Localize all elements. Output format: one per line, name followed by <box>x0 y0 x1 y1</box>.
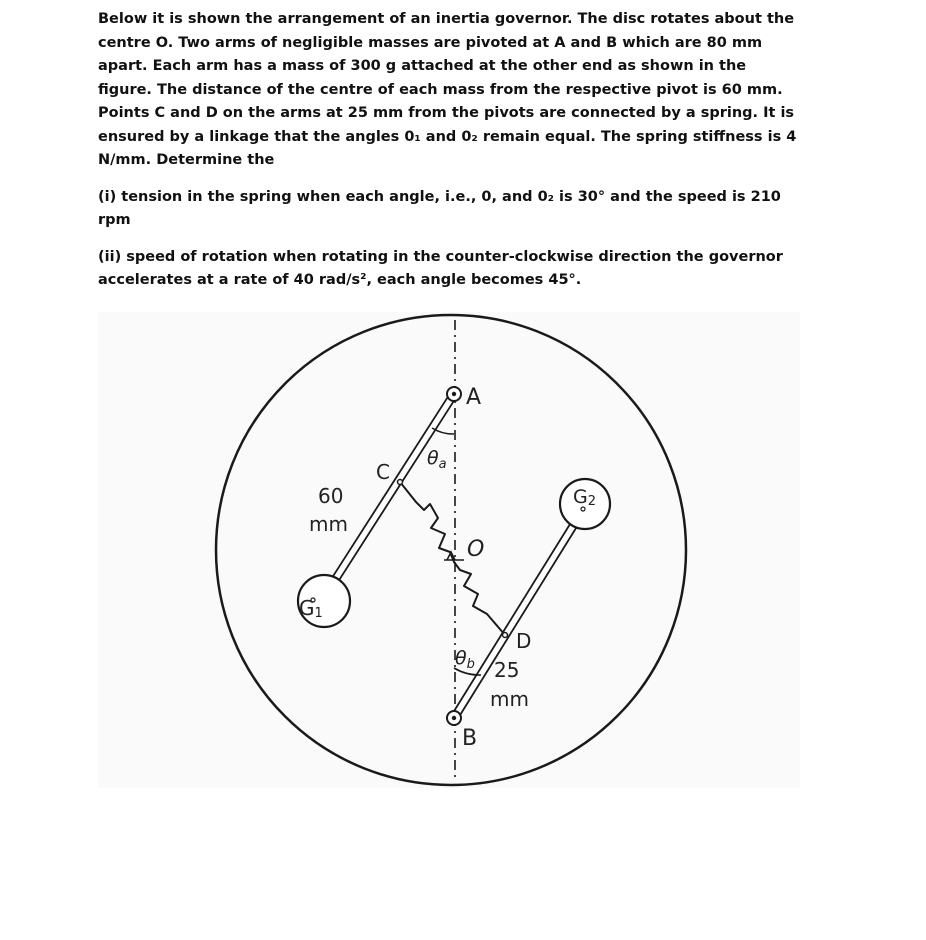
theta-a-symbol: θ <box>427 447 439 469</box>
label-a: A <box>466 385 482 410</box>
g2-letter: G <box>573 486 588 508</box>
g2-sub: 2 <box>587 494 597 509</box>
point-c-marker <box>398 480 403 485</box>
label-b: B <box>462 726 478 751</box>
theta-a-sub: a <box>438 457 447 472</box>
problem-part-i: (i) tension in the spring when each angle, i.e., 0, and 0₂ is 30° and the speed is 210 rpm <box>98 188 781 228</box>
theta-b-symbol: θ <box>455 647 467 669</box>
dim-60-unit: mm <box>309 512 348 536</box>
g1-letter: G <box>299 596 315 620</box>
label-d: D <box>516 629 532 653</box>
dim-25-value: 25 <box>494 658 520 682</box>
problem-intro: Below it is shown the arrangement of an inertia governor. The disc rotates about the centre O. Two arms of negligible masses are pivoted at A and B which are 80 mm apart. Each arm has a mass of 300 g attached at the other end as shown in the figure. The distance of the centre of each mass from the respective pivot is 60 mm. Points C and D on the arms at 25 mm from the pivots are connected by a spring. It is ensured by a linkage that the angles 0₁ and 0₂ remain equal. The spring stiffness is 4 N/mm. Determine the <box>98 11 797 168</box>
pivot-b-center <box>452 716 456 720</box>
label-c: C <box>376 460 390 484</box>
theta-b-sub: b <box>466 657 475 672</box>
problem-part-ii: (ii) speed of rotation when rotating in the counter-clockwise direction the governor accelerates at a rate of 40 rad/s², each angle becomes 45°. <box>98 248 783 288</box>
pivot-a-center <box>452 392 456 396</box>
governor-figure <box>98 312 800 788</box>
label-o: O <box>467 537 485 562</box>
dim-60-value: 60 <box>318 484 344 508</box>
g1-sub: 1 <box>314 606 323 621</box>
governor-diagram <box>98 312 800 788</box>
problem-statement <box>98 8 798 306</box>
dim-25-unit: mm <box>490 687 529 711</box>
point-d-marker <box>503 633 508 638</box>
